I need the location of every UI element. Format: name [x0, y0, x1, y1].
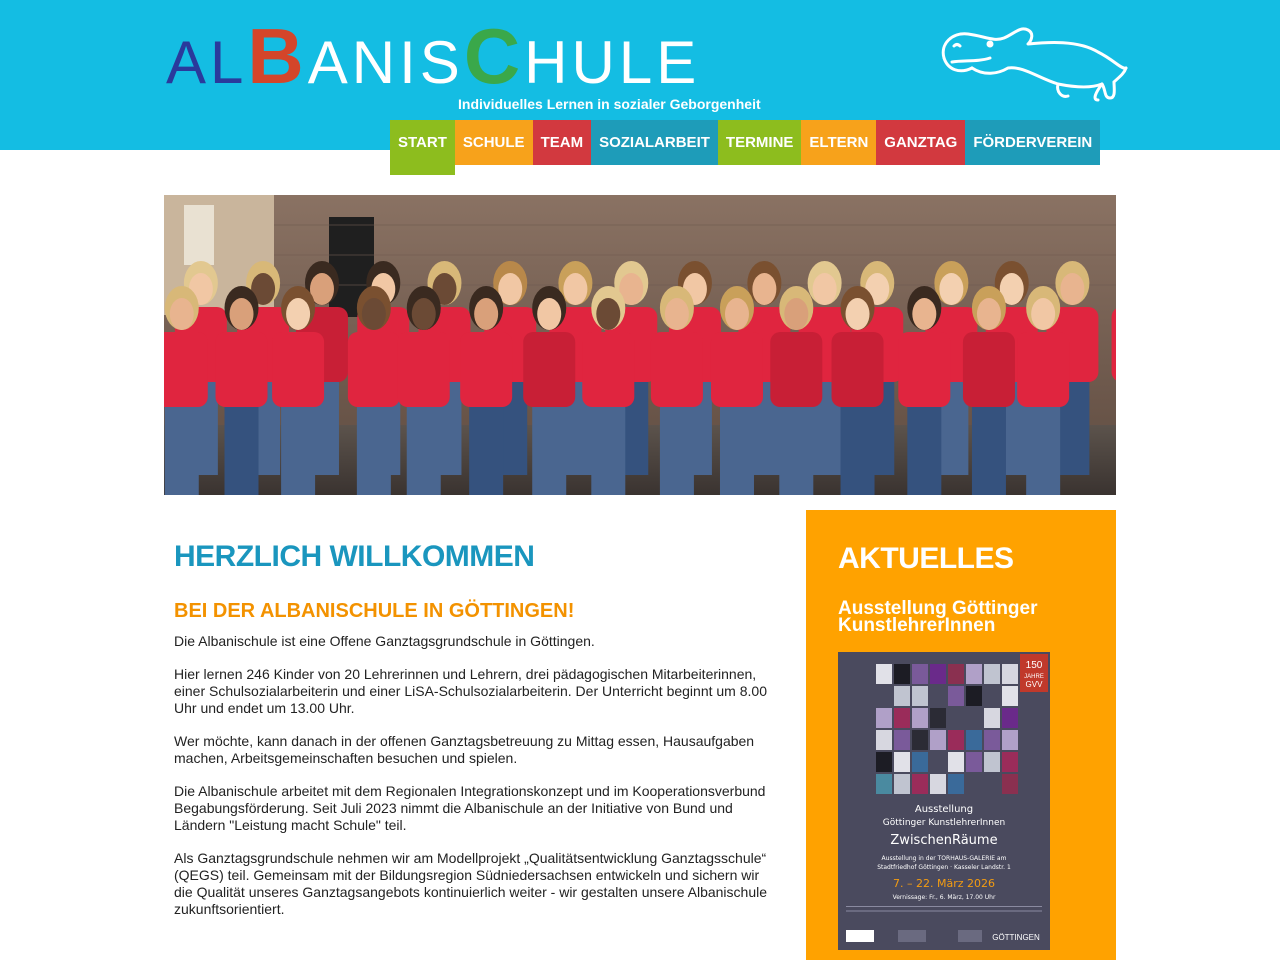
poster-badge-number: 150	[1025, 660, 1043, 671]
logo-letter: N	[351, 29, 400, 96]
poster-line1: Ausstellung	[914, 804, 974, 815]
hippo-icon	[938, 18, 1130, 104]
hero-photo-children-choir	[164, 195, 1116, 495]
welcome-title: HERZLICH WILLKOMMEN	[174, 540, 535, 573]
nav-item-schule[interactable]: SCHULE	[455, 120, 533, 165]
logo-letter: A	[166, 29, 211, 96]
news-sidebar	[806, 510, 1116, 960]
nav-item-team[interactable]: TEAM	[533, 120, 592, 165]
logo-letter: E	[656, 29, 701, 96]
poster-line2: Göttinger KunstlehrerInnen	[882, 818, 1006, 828]
welcome-paragraph: Die Albanischule ist eine Offene Ganztagsgrundschule in Göttingen.	[174, 633, 595, 649]
news-section-title: AKTUELLES	[838, 542, 1014, 575]
nav-item-eltern[interactable]: ELTERN	[801, 120, 876, 165]
welcome-paragraph: Als Ganztagsgrundschule nehmen wir am Modellprojekt „Qualitätsentwicklung Ganztagsschule“ (QEGS) teil. Gemeinsam mit der Bildungsregion Südniedersachsen entwickeln und sichern wir die Qualität unseres Ganztagsangebots kontinuierlich weiter - wir gestalten unsere Albanischule zukunftsorientiert.	[174, 850, 768, 917]
logo-letter: L	[618, 29, 657, 96]
nav-item-förderverein[interactable]: FÖRDERVEREIN	[965, 120, 1100, 165]
welcome-paragraph: Wer möchte, kann danach in der offenen Ganztagsbetreuung zu Mittag essen, Hausaufgaben machen, Arbeitsgemeinschaften besuchen und spielen.	[174, 733, 755, 766]
logo-letter: S	[419, 29, 464, 96]
exhibition-poster-image[interactable]	[838, 652, 1050, 950]
welcome-text	[174, 633, 774, 918]
welcome-subtitle: BEI DER ALBANISCHULE IN GÖTTINGEN!	[174, 600, 575, 622]
poster-badge-line1: JAHRE	[1024, 674, 1044, 680]
nav-item-termine[interactable]: TERMINE	[718, 120, 802, 165]
poster-dates: 7. – 22. März 2026	[893, 877, 995, 890]
poster-line4: Ausstellung in der TORHAUS-GALERIE am	[881, 855, 1007, 862]
poster-footer-logo: GÖTTINGEN	[992, 933, 1040, 942]
site-logo[interactable]	[166, 6, 761, 112]
logo-letter: I	[399, 29, 420, 96]
nav-item-start[interactable]: START	[390, 120, 455, 175]
logo-letter: C	[463, 12, 525, 100]
news-item-title[interactable]: Ausstellung Göttinger KunstlehrerInnen	[838, 598, 1038, 636]
logo-letter: A	[307, 29, 352, 96]
logo-letter: U	[571, 29, 619, 96]
site-header	[0, 0, 1280, 150]
logo-letter: B	[247, 12, 308, 100]
nav-item-ganztag[interactable]: GANZTAG	[876, 120, 965, 165]
nav-item-sozialarbeit[interactable]: SOZIALARBEIT	[591, 120, 718, 165]
welcome-paragraph: Hier lernen 246 Kinder von 20 Lehrerinnen und Lehrern, drei pädagogischen Mitarbeiterinnen, einer Schulsozialarbeiterin und einer LiSA-Schulsozialarbeiterin. Der Unterricht beginnt um 8.00 Uhr und endet um 13.00 Uhr.	[174, 666, 767, 716]
poster-line3: ZwischenRäume	[890, 833, 998, 848]
main-navigation	[390, 120, 1100, 165]
poster-vernissage: Vernissage: Fr., 6. März, 17.00 Uhr	[892, 894, 996, 901]
welcome-paragraph: Die Albanischule arbeitet mit dem Regionalen Integrationskonzept und im Kooperationsverbund Begabungsförderung. Seit Juli 2023 nimmt die Albanischule an der Initiative von Bund und Ländern "Leistung macht Schule" teil.	[174, 783, 766, 833]
poster-badge-line2: GVV	[1025, 680, 1043, 689]
logo-letter: H	[524, 29, 572, 96]
poster-line5: Stadtfriedhof Göttingen · Kasseler Landstr. 1	[877, 864, 1011, 871]
main-content	[174, 540, 774, 934]
logo-letter: L	[210, 29, 248, 96]
site-tagline: Individuelles Lernen in sozialer Geborgenheit	[458, 96, 761, 112]
